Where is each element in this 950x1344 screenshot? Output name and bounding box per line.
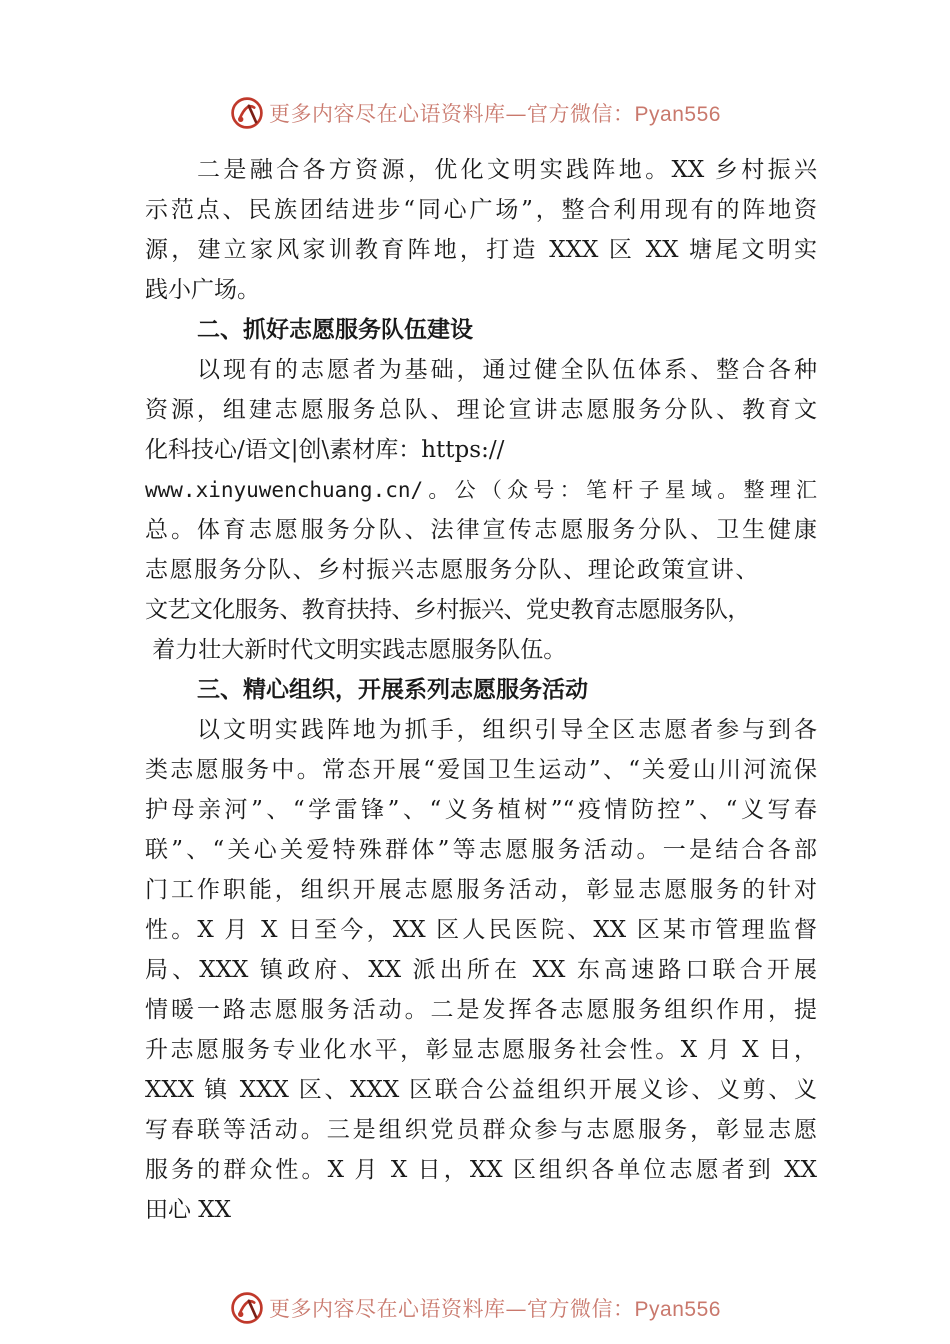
paragraph-line-cut: 田心 XX xyxy=(145,1197,232,1223)
paragraph-line: 类志愿服务中。常态开展“爱国卫生运动”、“关爱山川河流保 xyxy=(145,757,817,783)
section-heading-3: 三、精心组织，开展系列志愿服务活动 xyxy=(197,677,588,703)
footer-banner xyxy=(0,1288,950,1328)
paragraph-line: 情暖一路志愿服务活动。二是发挥各志愿服务组织作用，提 xyxy=(145,997,817,1023)
paragraph-line: 以现有的志愿者为基础，通过健全队伍体系、整合各种 xyxy=(197,357,817,383)
paragraph-line: 护母亲河”、“学雷锋”、“义务植树”“疫情防控”、“义写春 xyxy=(145,797,817,823)
paragraph-line: 源，建立家风家训教育阵地，打造 XXX 区 XX 塘尾文明实 xyxy=(145,237,817,263)
paragraph-line: 以文明实践阵地为抓手，组织引导全区志愿者参与到各 xyxy=(197,717,817,743)
brand-logo-icon xyxy=(229,95,265,131)
paragraph-line: 服务的群众性。X 月 X 日，XX 区组织各单位志愿者到 XX xyxy=(145,1157,817,1183)
paragraph-line: 化科技心/语文|创\素材库：https:// xyxy=(145,437,505,463)
footer-text: 更多内容尽在心语资料库—官方微信：Pyan556 xyxy=(269,1297,721,1321)
paragraph-line: 总。体育志愿服务分队、法律宣传志愿服务分队、卫生健康 xyxy=(145,517,817,543)
paragraph-line: 着力壮大新时代文明实践志愿服务队伍。 xyxy=(145,637,567,663)
document-body xyxy=(145,150,817,1230)
paragraph-line: 局、XXX 镇政府、XX 派出所在 XX 东高速路口联合开展 xyxy=(145,957,817,983)
paragraph-line: 升志愿服务专业化水平，彰显志愿服务社会性。X 月 X 日， xyxy=(145,1037,817,1063)
paragraph-line: www.xinyuwenchuang.cn/。公（众号：笔杆子星域。整理汇 xyxy=(145,478,817,502)
paragraph-line: 门工作职能，组织开展志愿服务活动，彰显志愿服务的针对 xyxy=(145,877,817,903)
header-text: 更多内容尽在心语资料库—官方微信：Pyan556 xyxy=(269,102,721,126)
paragraph-line: 写春联等活动。三是组织党员群众参与志愿服务，彰显志愿 xyxy=(145,1117,817,1143)
paragraph-line: 示范点、民族团结进步“同心广场”，整合利用现有的阵地资 xyxy=(145,197,817,223)
brand-logo-icon xyxy=(229,1290,265,1326)
paragraph-line: 联”、“关心关爱特殊群体”等志愿服务活动。一是结合各部 xyxy=(145,837,817,863)
paragraph-line: 性。X 月 X 日至今，XX 区人民医院、XX 区某市管理监督 xyxy=(145,917,817,943)
header-banner xyxy=(0,93,950,133)
paragraph-line: 二是融合各方资源，优化文明实践阵地。XX 乡村振兴 xyxy=(197,157,817,183)
paragraph-line: 文艺文化服务、教育扶持、乡村振兴、党史教育志愿服务队， xyxy=(145,597,750,623)
paragraph-line: 资源，组建志愿服务总队、理论宣讲志愿服务分队、教育文 xyxy=(145,397,817,423)
paragraph-line: 志愿服务分队、乡村振兴志愿服务分队、理论政策宣讲、 xyxy=(145,557,760,583)
paragraph-line: XXX 镇 XXX 区、XXX 区联合公益组织开展义诊、义剪、义 xyxy=(145,1077,817,1103)
paragraph-line: 践小广场。 xyxy=(145,277,260,303)
section-heading-2: 二、抓好志愿服务队伍建设 xyxy=(197,317,473,343)
